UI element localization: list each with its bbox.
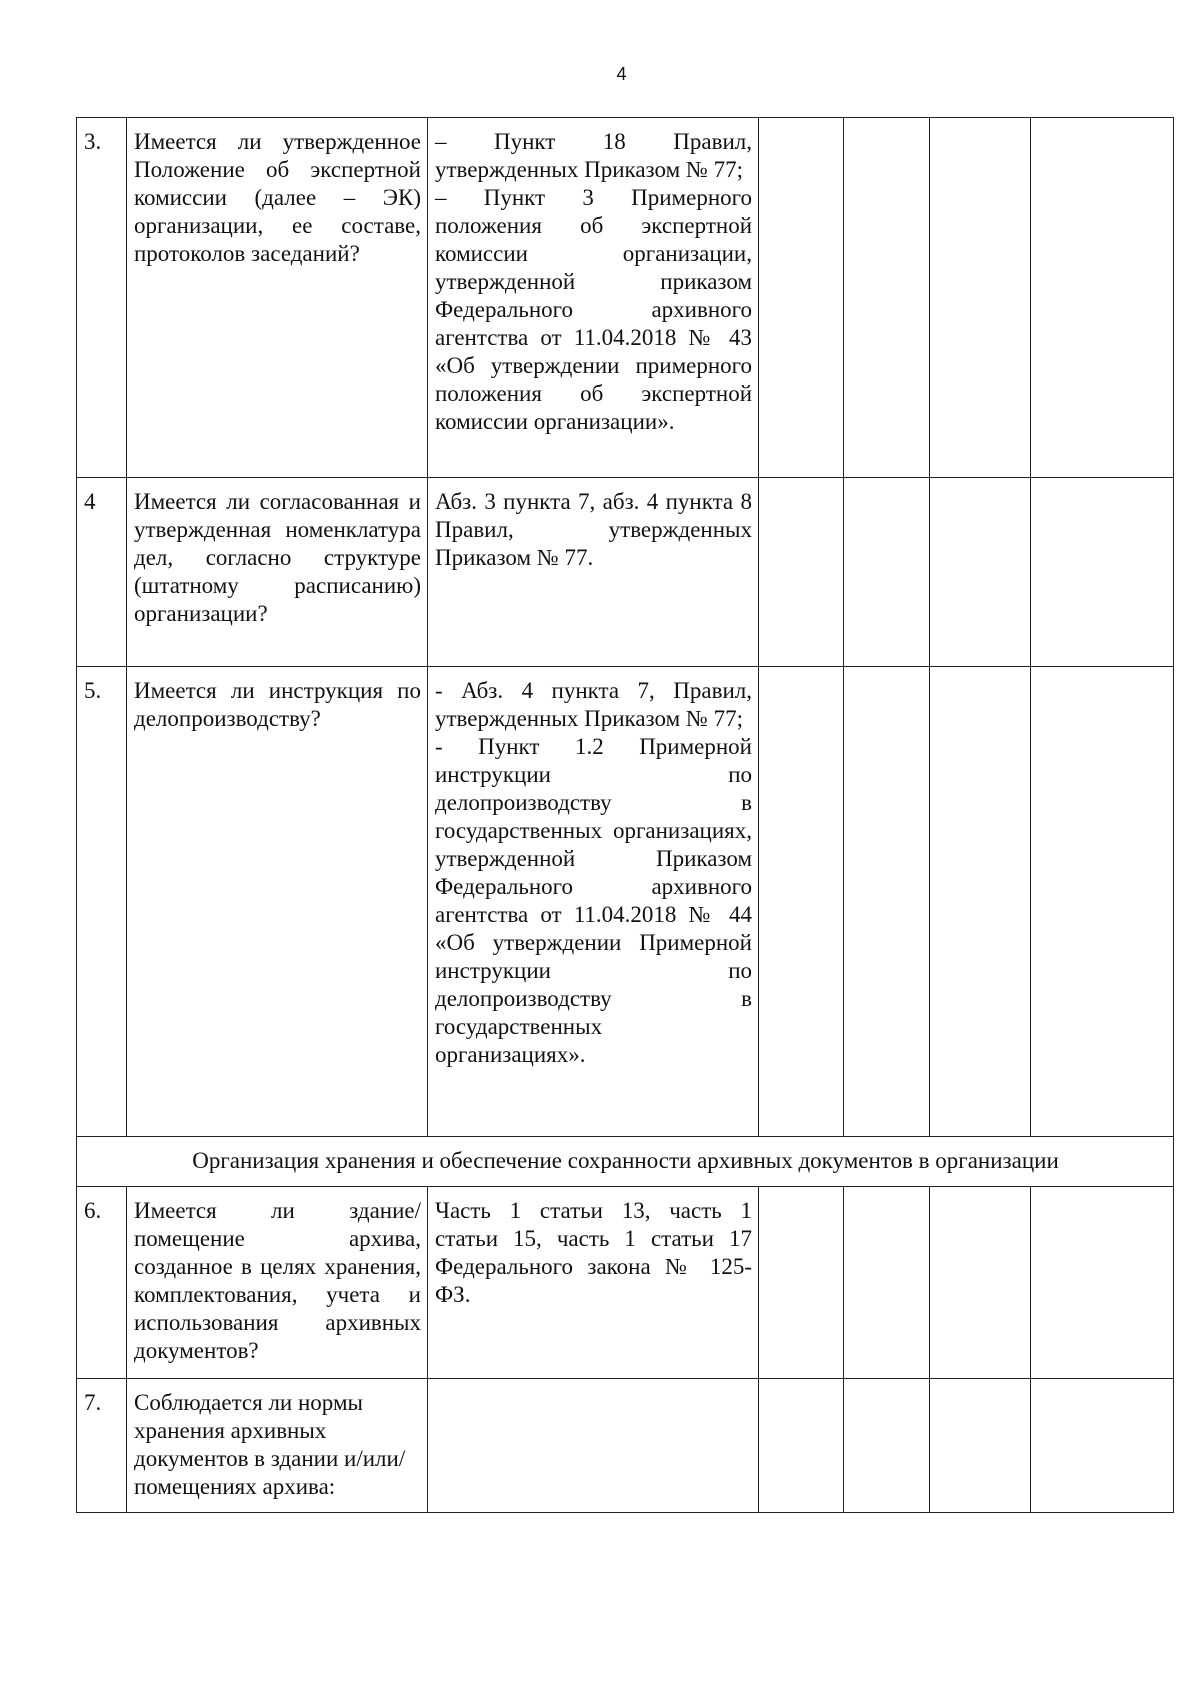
empty-cell bbox=[930, 118, 1031, 478]
reference-line: - Абз. 4 пункта 7, Правил, утвержденных Приказом № 77; bbox=[435, 678, 752, 731]
row-number: 4 bbox=[77, 478, 127, 667]
empty-cell bbox=[1031, 118, 1174, 478]
empty-cell bbox=[759, 1379, 844, 1513]
table-row bbox=[77, 118, 1174, 478]
table-row bbox=[77, 1379, 1174, 1513]
reference-cell bbox=[428, 667, 759, 1137]
row-number: 3. bbox=[77, 118, 127, 478]
section-heading-row bbox=[77, 1137, 1174, 1187]
row-number: 7. bbox=[77, 1379, 127, 1513]
question-cell: Соблюдается ли нормы хранения архивных документов в здании и/или/ помещениях архива: bbox=[127, 1379, 428, 1513]
table-row bbox=[77, 667, 1174, 1137]
table-row bbox=[77, 1187, 1174, 1379]
empty-cell bbox=[759, 667, 844, 1137]
question-cell: Имеется ли согласованная и утвержденная номенклатура дел, согласно структуре (штатному расписанию) организации? bbox=[127, 478, 428, 667]
empty-cell bbox=[759, 118, 844, 478]
empty-cell bbox=[844, 667, 930, 1137]
reference-cell bbox=[428, 1187, 759, 1379]
empty-cell bbox=[1031, 478, 1174, 667]
empty-cell bbox=[844, 118, 930, 478]
reference-line: Часть 1 статьи 13, часть 1 статьи 15, часть 1 статьи 17 Федерального закона № 125-ФЗ. bbox=[435, 1198, 752, 1307]
empty-cell bbox=[844, 1187, 930, 1379]
reference-cell bbox=[428, 1379, 759, 1513]
empty-cell bbox=[1031, 667, 1174, 1137]
empty-cell bbox=[930, 478, 1031, 667]
reference-line: Абз. 3 пункта 7, абз. 4 пункта 8 Правил, утвержденных Приказом № 77. bbox=[435, 489, 752, 570]
reference-cell bbox=[428, 478, 759, 667]
reference-line: – Пункт 3 Примерного положения об экспертной комиссии организации, утвержденной приказом Федерального архивного агентства от 11.04.2018 № 43 «Об утверждении примерного положения об экспертной комиссии организации». bbox=[435, 185, 752, 434]
question-cell: Имеется ли инструкция по делопроизводству? bbox=[127, 667, 428, 1137]
empty-cell bbox=[844, 478, 930, 667]
row-number: 5. bbox=[77, 667, 127, 1137]
reference-line: - Пункт 1.2 Примерной инструкции по делопроизводству в государственных организациях, утвержденной Приказом Федерального архивного агентства от 11.04.2018 № 44 «Об утверждении Примерной инструкции по делопроизводству в государственных организациях». bbox=[435, 734, 752, 1067]
empty-cell bbox=[759, 1187, 844, 1379]
empty-cell bbox=[759, 478, 844, 667]
empty-cell bbox=[930, 1379, 1031, 1513]
empty-cell bbox=[844, 1379, 930, 1513]
page-number: 4 bbox=[616, 64, 627, 84]
table-row bbox=[77, 478, 1174, 667]
checklist-table bbox=[76, 117, 1174, 1513]
reference-line: – Пункт 18 Правил, утвержденных Приказом № 77; bbox=[435, 129, 752, 182]
question-cell: Имеется ли здание/помещение архива, созданное в целях хранения, комплектования, учета и использования архивных документов? bbox=[127, 1187, 428, 1379]
question-cell: Имеется ли утвержденное Положение об экспертной комиссии (далее – ЭК) организации, ее составе, протоколов заседаний? bbox=[127, 118, 428, 478]
reference-cell bbox=[428, 118, 759, 478]
row-number: 6. bbox=[77, 1187, 127, 1379]
empty-cell bbox=[1031, 1187, 1174, 1379]
empty-cell bbox=[1031, 1379, 1174, 1513]
section-heading: Организация хранения и обеспечение сохранности архивных документов в организации bbox=[77, 1137, 1174, 1187]
empty-cell bbox=[930, 667, 1031, 1137]
empty-cell bbox=[930, 1187, 1031, 1379]
